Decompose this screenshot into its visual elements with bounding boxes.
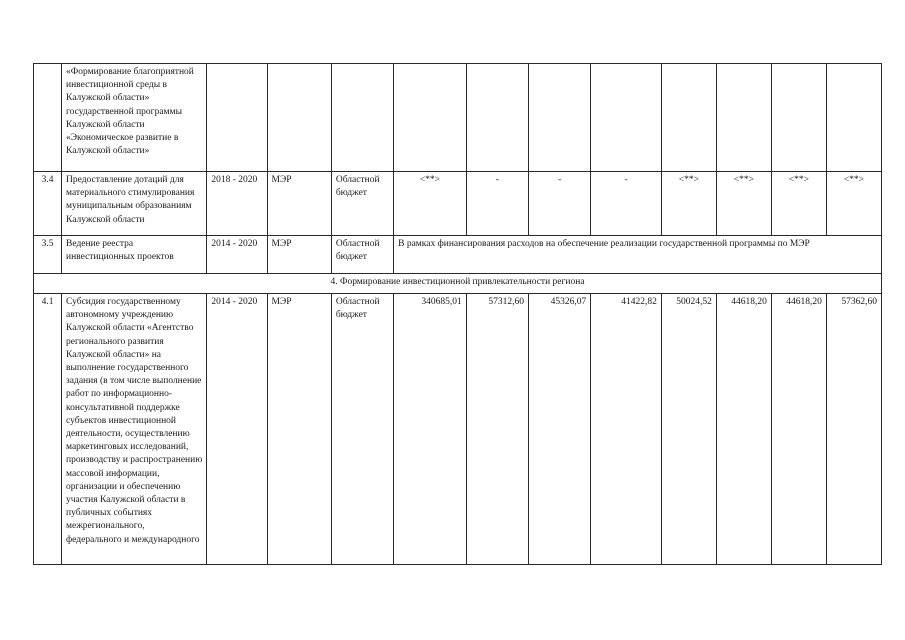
executor-cell — [267, 64, 331, 172]
value-cell: - — [591, 172, 662, 236]
value-cell — [716, 64, 771, 172]
row-number — [34, 64, 62, 172]
measure-description: Ведение реестра инвестиционных проектов — [62, 236, 207, 274]
value-cell: 57312,60 — [466, 294, 528, 565]
measure-description: «Формирование благоприятной инвестиционной среды в Калужской области» государственной программы Калужской области «Экономическое развитие в Калужской области» — [62, 64, 207, 172]
value-cell — [661, 64, 716, 172]
value-cell: - — [529, 172, 591, 236]
value-cell — [826, 64, 881, 172]
funding-source-cell — [331, 64, 393, 172]
table-row — [34, 294, 882, 565]
table-row — [34, 172, 882, 236]
value-cell: 44618,20 — [716, 294, 771, 565]
value-cell: 57362,60 — [826, 294, 881, 565]
value-cell: 340685,01 — [394, 294, 467, 565]
value-cell: <**> — [771, 172, 826, 236]
funding-source-cell: Областной бюджет — [331, 236, 393, 274]
period-cell: 2014 - 2020 — [207, 294, 267, 565]
value-cell: <**> — [826, 172, 881, 236]
measure-description: Предоставление дотаций для материального стимулирования муниципальным образованиям Калужской области — [62, 172, 207, 236]
row-number: 3.5 — [34, 236, 62, 274]
value-cell: 50024,52 — [661, 294, 716, 565]
value-cell: 44618,20 — [771, 294, 826, 565]
funding-source-cell: Областной бюджет — [331, 294, 393, 565]
table-row — [34, 64, 882, 172]
executor-cell: МЭР — [267, 236, 331, 274]
merged-funding-note: В рамках финансирования расходов на обеспечение реализации государственной программы по МЭР — [394, 236, 882, 274]
period-cell: 2018 - 2020 — [207, 172, 267, 236]
row-number: 4.1 — [34, 294, 62, 565]
executor-cell: МЭР — [267, 294, 331, 565]
funding-source-cell: Областной бюджет — [331, 172, 393, 236]
value-cell — [394, 64, 467, 172]
value-cell: 45326,07 — [529, 294, 591, 565]
value-cell — [529, 64, 591, 172]
period-cell: 2014 - 2020 — [207, 236, 267, 274]
value-cell — [466, 64, 528, 172]
value-cell — [591, 64, 662, 172]
value-cell — [771, 64, 826, 172]
value-cell: - — [466, 172, 528, 236]
program-measures-table — [33, 63, 882, 565]
value-cell: <**> — [716, 172, 771, 236]
value-cell: <**> — [661, 172, 716, 236]
executor-cell: МЭР — [267, 172, 331, 236]
value-cell: 41422,82 — [591, 294, 662, 565]
section-row — [34, 274, 882, 294]
measure-description: Субсидия государственному автономному учреждению Калужской области «Агентство регионального развития Калужской области» на выполнение государственного задания (в том числе выполнение работ по информационно-консультативной поддержке субъектов инвестиционной деятельности, осуществлению маркетинговых исследований, производству и распространению массовой информации, организации и обеспечению участия Калужской области в публичных событиях межрегионального, федерального и международного — [62, 294, 207, 565]
row-number: 3.4 — [34, 172, 62, 236]
section-title: 4. Формирование инвестиционной привлекательности региона — [34, 274, 882, 294]
table-row — [34, 236, 882, 274]
period-cell — [207, 64, 267, 172]
value-cell: <**> — [394, 172, 467, 236]
